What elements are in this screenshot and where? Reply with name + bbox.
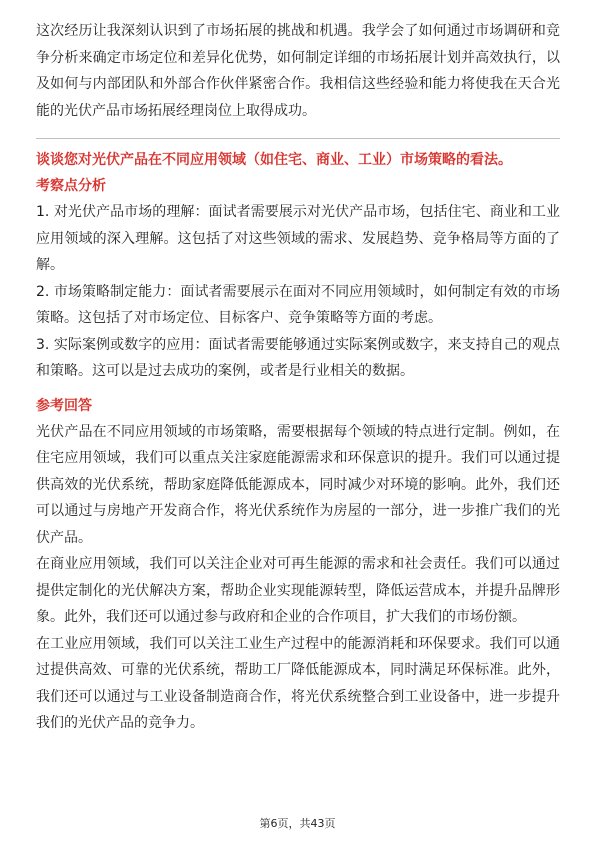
- analysis-point: 2. 市场策略制定能力：面试者需要展示在面对不同应用领域时，如何制定有效的市场策略。这包括了对市场定位、目标客户、竞争策略等方面的考虑。: [36, 283, 560, 326]
- analysis-point: 1. 对光伏产品市场的理解：面试者需要展示对光伏产品市场，包括住宅、商业和工业应用领域的深入理解。这包括了对这些领域的需求、发展趋势、竞争格局等方面的了解。: [36, 204, 560, 273]
- reference-paragraph: 在商业应用领域，我们可以关注企业对可再生能源的需求和社会责任。我们可以通过提供定制化的光伏解决方案，帮助企业实现能源转型，降低运营成本，并提升品牌形象。此外，我们还可以通过参与政府和企业的合作项目，扩大我们的市场份额。: [36, 556, 560, 625]
- reference-paragraph: 光伏产品在不同应用领域的市场策略，需要根据每个领域的特点进行定制。例如，在住宅应用领域，我们可以重点关注家庭能源需求和环保意识的提升。我们可以通过提供高效的光伏系统，帮助家庭降低能源成本，同时减少对环境的影响。此外，我们还可以通过与房地产开发商合作，将光伏系统作为房屋的一部分，进一步推广我们的光伏产品。: [36, 423, 560, 546]
- section-divider: [36, 138, 560, 139]
- analysis-heading: 考察点分析: [36, 178, 106, 194]
- reference-paragraph: 在工业应用领域，我们可以关注工业生产过程中的能源消耗和环保要求。我们可以通过提供高效、可靠的光伏系统，帮助工厂降低能源成本，同时满足环保标准。此外，我们还可以通过与工业设备制造商合作，将光伏系统整合到工业设备中，进一步提升我们的光伏产品的竞争力。: [36, 635, 560, 731]
- question-title: 谈谈您对光伏产品在不同应用领域（如住宅、商业、工业）市场策略的看法。: [36, 152, 512, 168]
- intro-paragraph: 这次经历让我深刻认识到了市场拓展的挑战和机遇。我学会了如何通过市场调研和竞争分析来确定市场定位和差异化优势，如何制定详细的市场拓展计划并高效执行，以及如何与内部团队和外部合作伙伴紧密合作。我相信这些经验和能力将使我在天合光能的光伏产品市场拓展经理岗位上取得成功。: [36, 23, 560, 119]
- analysis-point: 3. 实际案例或数字的应用：面试者需要能够通过实际案例或数字，来支持自己的观点和策略。这可以是过去成功的案例，或者是行业相关的数据。: [36, 336, 560, 379]
- reference-heading: 参考回答: [36, 397, 92, 414]
- document-page: [36, 18, 560, 737]
- page-footer: 第6页，共43页: [259, 817, 336, 830]
